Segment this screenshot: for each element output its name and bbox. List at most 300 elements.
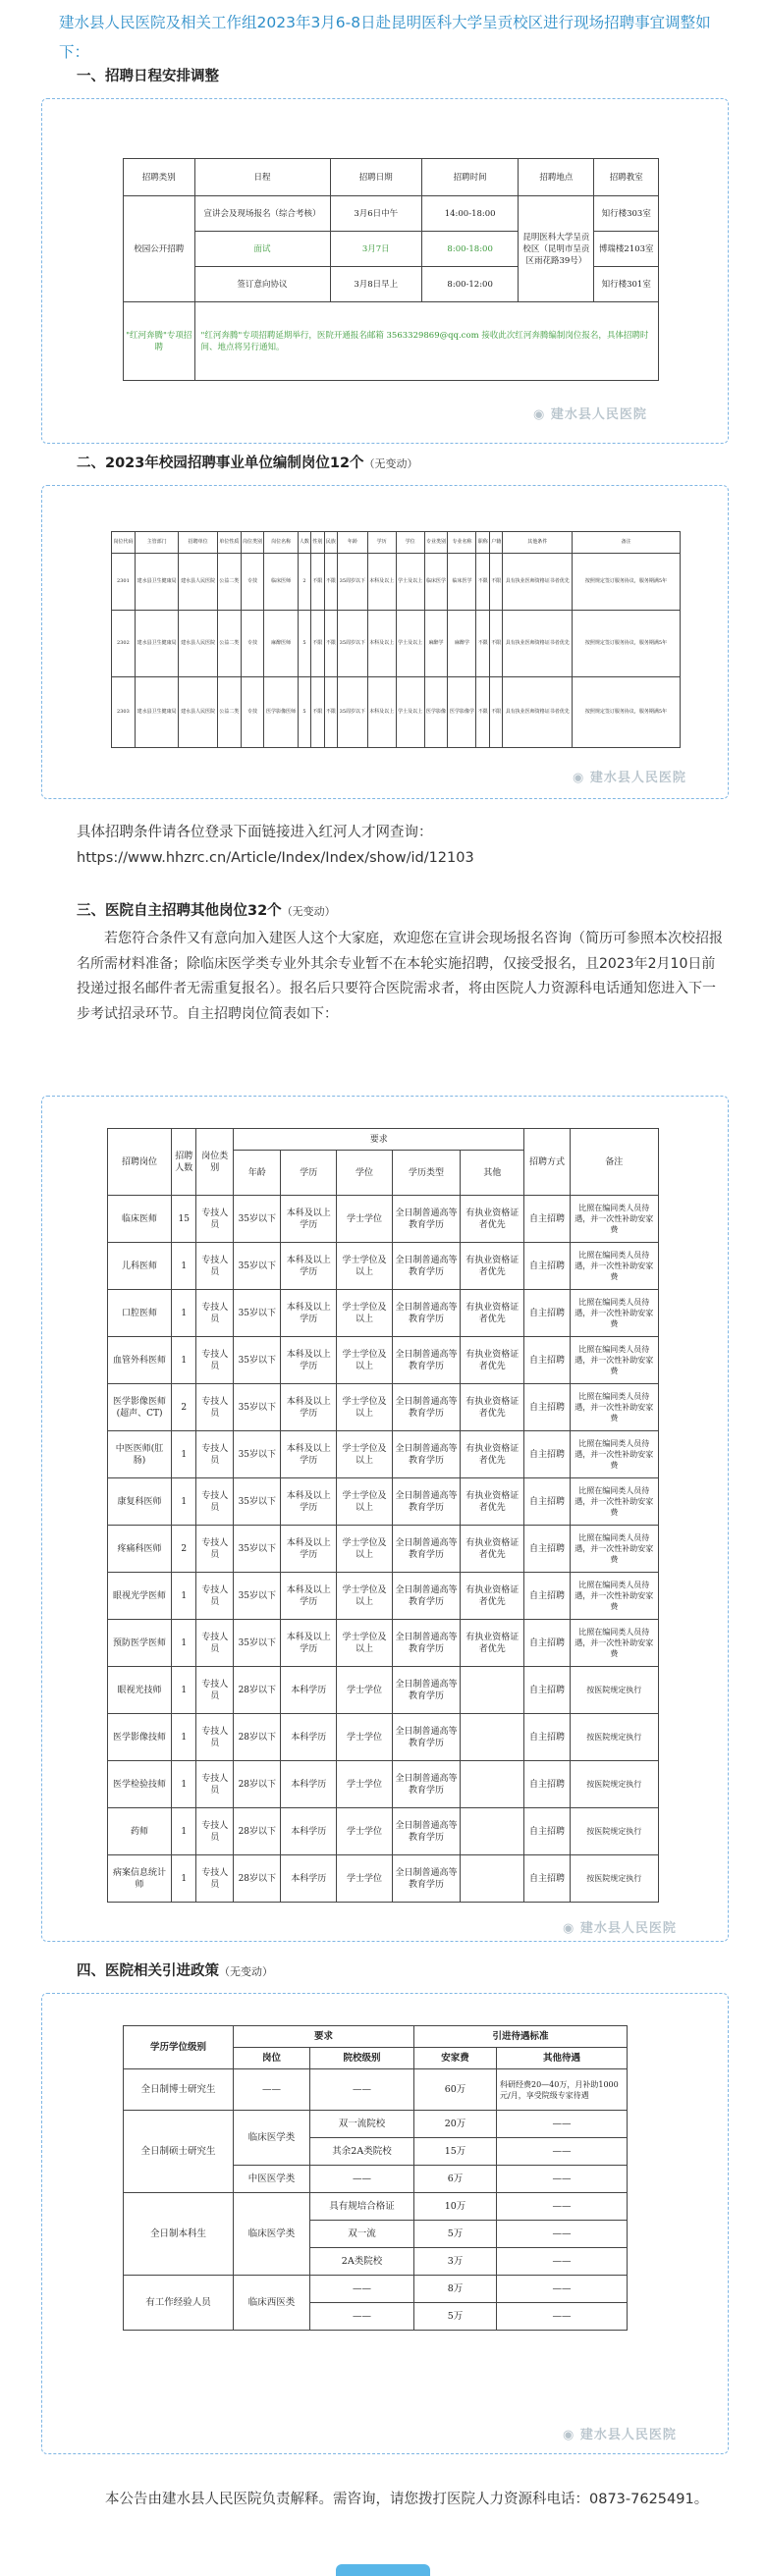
selfhire-cell: 全日制普通高等教育学历 xyxy=(392,1478,460,1526)
policy-other: —— xyxy=(497,2221,628,2248)
selfhire-cell: 自主招聘 xyxy=(524,1855,570,1903)
selfhire-cell: 学士学位及以上 xyxy=(337,1243,393,1290)
policy-school: 其余2A类院校 xyxy=(310,2138,414,2166)
selfhire-header: 岗位类别 xyxy=(196,1129,234,1196)
establish-header: 年龄 xyxy=(338,532,367,554)
selfhire-cell: 疼痛科医师 xyxy=(108,1526,172,1573)
selfhire-cell: 专技人员 xyxy=(196,1196,234,1243)
watermark: ◉ 建水县人民医院 xyxy=(563,1921,677,1936)
selfhire-cell: 比照在编同类人员待遇，并一次性补助安家费 xyxy=(570,1384,658,1431)
establish-cell: 专技 xyxy=(241,554,264,611)
selfhire-cell xyxy=(461,1855,524,1903)
selfhire-cell: 全日制普通高等教育学历 xyxy=(392,1761,460,1808)
intro-paragraph: 建水县人民医院及相关工作组2023年3月6-8日赴昆明医科大学呈贡校区进行现场招聘事宜调整如下： xyxy=(59,14,711,61)
selfhire-cell: 学士学位及以上 xyxy=(337,1620,393,1667)
selfhire-cell: 1 xyxy=(172,1337,196,1384)
selfhire-cell: 本科学历 xyxy=(281,1667,337,1714)
policy-level: 全日制博士研究生 xyxy=(124,2069,234,2111)
policy-header: 院校级别 xyxy=(310,2048,414,2069)
selfhire-cell: 专技人员 xyxy=(196,1573,234,1620)
selfhire-header: 其他 xyxy=(461,1151,524,1196)
selfhire-row xyxy=(108,1337,659,1384)
selfhire-cell: 全日制普通高等教育学历 xyxy=(392,1384,460,1431)
selfhire-cell: 自主招聘 xyxy=(524,1714,570,1761)
selfhire-row xyxy=(108,1667,659,1714)
selfhire-cell: 学士学位及以上 xyxy=(337,1384,393,1431)
establish-cell: 临床医学 xyxy=(448,554,476,611)
establish-cell: 麻醉学 xyxy=(448,611,476,677)
policy-fee: 15万 xyxy=(414,2138,497,2166)
schedule-room: 知行楼301室 xyxy=(594,267,659,302)
establish-cell: 不限 xyxy=(489,677,502,748)
selfhire-row xyxy=(108,1526,659,1573)
establish-cell: 本科及以上 xyxy=(367,554,396,611)
selfhire-cell: 学士学位及以上 xyxy=(337,1290,393,1337)
selfhire-cell: 专技人员 xyxy=(196,1337,234,1384)
establish-cell: 不限 xyxy=(311,611,324,677)
recruitment-link[interactable]: https://www.hhzrc.cn/Article/Index/Index/show/id/12103 xyxy=(77,850,474,866)
establish-cell: 按照规定签订服务协议，服务期满5年 xyxy=(573,554,681,611)
selfhire-cell: 有执业资格证者优先 xyxy=(461,1573,524,1620)
selfhire-cell: 学士学位及以上 xyxy=(337,1431,393,1478)
selfhire-cell: 比照在编同类人员待遇，并一次性补助安家费 xyxy=(570,1620,658,1667)
selfhire-cell xyxy=(461,1761,524,1808)
schedule-date: 3月7日 xyxy=(330,232,422,267)
selfhire-cell: 儿科医师 xyxy=(108,1243,172,1290)
policy-header: 安家费 xyxy=(414,2048,497,2069)
schedule-header: 日程 xyxy=(194,159,330,196)
policy-school: —— xyxy=(310,2276,414,2303)
policy-fee: 8万 xyxy=(414,2276,497,2303)
selfhire-cell: 按医院规定执行 xyxy=(570,1714,658,1761)
selfhire-cell: 自主招聘 xyxy=(524,1337,570,1384)
selfhire-cell: 全日制普通高等教育学历 xyxy=(392,1290,460,1337)
selfhire-cell: 1 xyxy=(172,1714,196,1761)
establish-header: 性别 xyxy=(311,532,324,554)
policy-post: 中医医学类 xyxy=(234,2166,310,2193)
selfhire-cell: 有执业资格证者优先 xyxy=(461,1478,524,1526)
selfhire-cell: 自主招聘 xyxy=(524,1243,570,1290)
selfhire-cell: 口腔医师 xyxy=(108,1290,172,1337)
selfhire-cell: 专技人员 xyxy=(196,1384,234,1431)
selfhire-header: 备注 xyxy=(570,1129,658,1196)
policy-other: —— xyxy=(497,2303,628,2331)
selfhire-cell: 全日制普通高等教育学历 xyxy=(392,1620,460,1667)
policy-other: —— xyxy=(497,2193,628,2221)
establish-header: 户籍 xyxy=(489,532,502,554)
selfhire-header: 年龄 xyxy=(234,1151,281,1196)
section-3-paragraph: 若您符合条件又有意向加入建医人这个大家庭，欢迎您在宣讲会现场报名咨询（简历可参照本次校招报名所需材料准备；除临床医学类专业外其余专业暂不在本轮实施招聘，仅接受报名，且2023年2月10日前投递过报名邮件者无需重复报名）。报名后只要符合医院需求者，将由医院人力资源科电话通知您进入下一步考试招录环节。自主招聘岗位简表如下： xyxy=(77,931,723,1022)
selfhire-group-header: 要求 xyxy=(234,1129,524,1151)
selfhire-row xyxy=(108,1808,659,1855)
policy-other: —— xyxy=(497,2111,628,2138)
selfhire-header: 招聘岗位 xyxy=(108,1129,172,1196)
selfhire-cell: 35岁以下 xyxy=(234,1478,281,1526)
establish-cell: 建水县人民医院 xyxy=(179,611,217,677)
selfhire-cell: 本科学历 xyxy=(281,1855,337,1903)
selfhire-cell: 全日制普通高等教育学历 xyxy=(392,1431,460,1478)
selfhire-cell: 有执业资格证者优先 xyxy=(461,1384,524,1431)
watermark: ◉ 建水县人民医院 xyxy=(533,407,647,422)
selfhire-cell: 全日制普通高等教育学历 xyxy=(392,1808,460,1855)
selfhire-cell: 本科及以上学历 xyxy=(281,1243,337,1290)
establish-cell: 不限 xyxy=(311,554,324,611)
selfhire-cell: 学士学位 xyxy=(337,1667,393,1714)
selfhire-cell: 2 xyxy=(172,1384,196,1431)
establish-frame xyxy=(41,485,729,799)
schedule-header-row xyxy=(124,159,659,196)
establish-cell: 专技 xyxy=(241,611,264,677)
policy-other: 科研经费20—40万，月补助1000元/月，享受院级专家待遇 xyxy=(497,2069,628,2111)
policy-row xyxy=(124,2276,628,2303)
schedule-date: 3月8日早上 xyxy=(330,267,422,302)
policy-header: 引进待遇标准 xyxy=(414,2026,628,2048)
selfhire-cell: 比照在编同类人员待遇，并一次性补助安家费 xyxy=(570,1478,658,1526)
selfhire-cell: 医学检验技师 xyxy=(108,1761,172,1808)
schedule-frame xyxy=(41,98,729,444)
selfhire-cell: 1 xyxy=(172,1667,196,1714)
selfhire-row xyxy=(108,1290,659,1337)
selfhire-cell: 本科及以上学历 xyxy=(281,1431,337,1478)
policy-level: 全日制本科生 xyxy=(124,2193,234,2276)
selfhire-cell: 比照在编同类人员待遇，并一次性补助安家费 xyxy=(570,1526,658,1573)
selfhire-cell: 全日制普通高等教育学历 xyxy=(392,1337,460,1384)
selfhire-cell: 专技人员 xyxy=(196,1761,234,1808)
establish-header: 人数 xyxy=(298,532,310,554)
selfhire-cell: 有执业资格证者优先 xyxy=(461,1196,524,1243)
selfhire-cell xyxy=(461,1808,524,1855)
establish-header: 专业名称 xyxy=(448,532,476,554)
selfhire-cell: 医学影像医师(超声、CT) xyxy=(108,1384,172,1431)
selfhire-cell: 按医院规定执行 xyxy=(570,1855,658,1903)
selfhire-row xyxy=(108,1478,659,1526)
selfhire-cell: 临床医师 xyxy=(108,1196,172,1243)
policy-table xyxy=(123,2025,628,2331)
schedule-header: 招聘地点 xyxy=(519,159,594,196)
establish-cell: 不限 xyxy=(311,677,324,748)
policy-other: —— xyxy=(497,2276,628,2303)
selfhire-cell: 比照在编同类人员待遇，并一次性补助安家费 xyxy=(570,1337,658,1384)
establish-header: 学位 xyxy=(396,532,424,554)
selfhire-cell: 1 xyxy=(172,1573,196,1620)
establish-header: 岗位代码 xyxy=(112,532,136,554)
selfhire-row xyxy=(108,1196,659,1243)
establish-cell: 5 xyxy=(298,677,310,748)
selfhire-cell: 专技人员 xyxy=(196,1714,234,1761)
logo-icon: ◉ xyxy=(563,1921,580,1936)
policy-level: 全日制硕士研究生 xyxy=(124,2111,234,2193)
selfhire-cell: 本科及以上学历 xyxy=(281,1196,337,1243)
selfhire-cell: 专技人员 xyxy=(196,1620,234,1667)
policy-row xyxy=(124,2193,628,2221)
schedule-time: 8:00-18:00 xyxy=(422,232,519,267)
establish-cell: 临床医师 xyxy=(264,554,298,611)
policy-post: 临床医学类 xyxy=(234,2111,310,2166)
policy-fee: 6万 xyxy=(414,2166,497,2193)
establish-row xyxy=(112,554,681,611)
selfhire-cell: 35岁以下 xyxy=(234,1384,281,1431)
policy-post: —— xyxy=(234,2069,310,2111)
establish-header: 岗位名称 xyxy=(264,532,298,554)
policy-fee: 10万 xyxy=(414,2193,497,2221)
schedule-category: 校园公开招聘 xyxy=(124,196,195,302)
establish-cell: 公益二类 xyxy=(217,554,241,611)
policy-post: 临床医学类 xyxy=(234,2193,310,2276)
selfhire-cell: 自主招聘 xyxy=(524,1667,570,1714)
schedule-header: 招聘类别 xyxy=(124,159,195,196)
selfhire-cell: 1 xyxy=(172,1243,196,1290)
selfhire-cell: 本科学历 xyxy=(281,1808,337,1855)
selfhire-cell: 本科及以上学历 xyxy=(281,1290,337,1337)
establish-header: 学历 xyxy=(367,532,396,554)
selfhire-cell xyxy=(461,1667,524,1714)
policy-other: —— xyxy=(497,2138,628,2166)
selfhire-cell: 比照在编同类人员待遇，并一次性补助安家费 xyxy=(570,1573,658,1620)
establish-header: 专业类别 xyxy=(424,532,448,554)
establish-cell: 35周岁以下 xyxy=(338,554,367,611)
policy-header: 要求 xyxy=(234,2026,414,2048)
establish-cell: 2303 xyxy=(112,677,136,748)
selfhire-cell: 自主招聘 xyxy=(524,1526,570,1573)
selfhire-cell: 学士学位及以上 xyxy=(337,1337,393,1384)
selfhire-cell: 有执业资格证者优先 xyxy=(461,1431,524,1478)
section-3-title: 三、医院自主招聘其他岗位32个（无变动） xyxy=(77,903,336,919)
selfhire-cell: 专技人员 xyxy=(196,1431,234,1478)
selfhire-cell: 专技人员 xyxy=(196,1290,234,1337)
selfhire-cell: 本科及以上学历 xyxy=(281,1620,337,1667)
establish-cell: 学士及以上 xyxy=(396,611,424,677)
logo-icon: ◉ xyxy=(563,2428,580,2442)
establish-cell: 具有执业医师资格证书者优先 xyxy=(503,677,573,748)
establish-cell: 不限 xyxy=(324,611,337,677)
selfhire-cell: 35岁以下 xyxy=(234,1573,281,1620)
establish-cell: 建水县卫生健康局 xyxy=(135,611,179,677)
schedule-time: 8:00-12:00 xyxy=(422,267,519,302)
section-4-title: 四、医院相关引进政策（无变动） xyxy=(77,1963,273,1979)
establish-cell: 5 xyxy=(298,611,310,677)
logo-icon: ◉ xyxy=(533,407,551,422)
selfhire-cell: 有执业资格证者优先 xyxy=(461,1243,524,1290)
schedule-item: 宣讲会及现场报名（综合考核） xyxy=(194,196,330,232)
selfhire-cell: 比照在编同类人员待遇，并一次性补助安家费 xyxy=(570,1431,658,1478)
establish-cell: 按照规定签订服务协议，服务期满5年 xyxy=(573,611,681,677)
establish-header-row xyxy=(112,532,681,554)
selfhire-cell: 按医院规定执行 xyxy=(570,1808,658,1855)
policy-school: —— xyxy=(310,2166,414,2193)
selfhire-cell: 学士学位及以上 xyxy=(337,1573,393,1620)
selfhire-cell: 1 xyxy=(172,1290,196,1337)
schedule-room: 知行楼303室 xyxy=(594,196,659,232)
watermark: ◉ 建水县人民医院 xyxy=(573,771,686,785)
selfhire-cell: 专技人员 xyxy=(196,1808,234,1855)
establish-header: 其他条件 xyxy=(503,532,573,554)
establish-cell: 2 xyxy=(298,554,310,611)
schedule-date: 3月6日中午 xyxy=(330,196,422,232)
selfhire-header: 招聘人数 xyxy=(172,1129,196,1196)
establish-row xyxy=(112,677,681,748)
selfhire-cell: 专技人员 xyxy=(196,1855,234,1903)
policy-school: 双一流 xyxy=(310,2221,414,2248)
selfhire-cell: 预防医学医师 xyxy=(108,1620,172,1667)
selfhire-cell: 学士学位 xyxy=(337,1808,393,1855)
policy-school: 具有规培合格证 xyxy=(310,2193,414,2221)
selfhire-cell: 本科学历 xyxy=(281,1714,337,1761)
selfhire-header-row xyxy=(108,1129,659,1151)
policy-other: —— xyxy=(497,2166,628,2193)
selfhire-row xyxy=(108,1384,659,1431)
link-label: 具体招聘条件请各位登录下面链接进入红河人才网查询： xyxy=(77,825,433,840)
selfhire-header: 招聘方式 xyxy=(524,1129,570,1196)
selfhire-cell: 35岁以下 xyxy=(234,1620,281,1667)
establish-cell: 公益二类 xyxy=(217,611,241,677)
policy-school: —— xyxy=(310,2303,414,2331)
establish-cell: 公益二类 xyxy=(217,677,241,748)
selfhire-cell: 按医院规定执行 xyxy=(570,1667,658,1714)
selfhire-cell: 本科及以上学历 xyxy=(281,1337,337,1384)
selfhire-cell: 有执业资格证者优先 xyxy=(461,1337,524,1384)
selfhire-cell: 自主招聘 xyxy=(524,1620,570,1667)
selfhire-frame xyxy=(41,1096,729,1942)
establish-header: 备注 xyxy=(573,532,681,554)
selfhire-header: 学位 xyxy=(337,1151,393,1196)
selfhire-cell: 本科及以上学历 xyxy=(281,1478,337,1526)
establish-cell: 不限 xyxy=(476,611,489,677)
watermark: ◉ 建水县人民医院 xyxy=(563,2428,677,2442)
schedule-header: 招聘教室 xyxy=(594,159,659,196)
selfhire-cell: 1 xyxy=(172,1855,196,1903)
establish-table xyxy=(111,531,681,748)
selfhire-cell: 1 xyxy=(172,1478,196,1526)
selfhire-cell: 血管外科医师 xyxy=(108,1337,172,1384)
policy-fee: 3万 xyxy=(414,2248,497,2276)
selfhire-cell: 有执业资格证者优先 xyxy=(461,1290,524,1337)
establish-cell: 建水县人民医院 xyxy=(179,677,217,748)
schedule-special-row xyxy=(124,302,659,381)
selfhire-cell: 35岁以下 xyxy=(234,1196,281,1243)
establish-cell: 按照规定签订服务协议，服务期满5年 xyxy=(573,677,681,748)
policy-fee: 5万 xyxy=(414,2221,497,2248)
selfhire-cell: 眼视光学医师 xyxy=(108,1573,172,1620)
selfhire-row xyxy=(108,1855,659,1903)
selfhire-cell: 全日制普通高等教育学历 xyxy=(392,1667,460,1714)
establish-header: 民族 xyxy=(324,532,337,554)
selfhire-cell: 本科及以上学历 xyxy=(281,1526,337,1573)
selfhire-cell: 专技人员 xyxy=(196,1667,234,1714)
selfhire-table xyxy=(107,1128,659,1903)
policy-other: —— xyxy=(497,2248,628,2276)
selfhire-cell: 35岁以下 xyxy=(234,1290,281,1337)
selfhire-cell: 28岁以下 xyxy=(234,1855,281,1903)
selfhire-cell: 自主招聘 xyxy=(524,1573,570,1620)
selfhire-cell: 全日制普通高等教育学历 xyxy=(392,1714,460,1761)
establish-cell: 医学影像学 xyxy=(448,677,476,748)
selfhire-row xyxy=(108,1243,659,1290)
establish-cell: 建水县人民医院 xyxy=(179,554,217,611)
section-2-title: 二、2023年校园招聘事业单位编制岗位12个（无变动） xyxy=(77,456,418,471)
selfhire-cell: 病案信息统计师 xyxy=(108,1855,172,1903)
establish-cell: 不限 xyxy=(489,611,502,677)
selfhire-cell: 自主招聘 xyxy=(524,1196,570,1243)
establish-cell: 专技 xyxy=(241,677,264,748)
selfhire-row xyxy=(108,1714,659,1761)
policy-header: 岗位 xyxy=(234,2048,310,2069)
policy-post: 临床西医类 xyxy=(234,2276,310,2331)
policy-header: 学历学位级别 xyxy=(124,2026,234,2069)
establish-cell: 学士及以上 xyxy=(396,554,424,611)
policy-header: 其他待遇 xyxy=(497,2048,628,2069)
selfhire-cell: 1 xyxy=(172,1808,196,1855)
schedule-table xyxy=(123,158,659,381)
schedule-special-text: "红河奔腾"专项招聘延期举行，医院开通报名邮箱 3563329869@qq.com 接收此次红河奔腾编制岗位报名，具体招聘时间、地点将另行通知。 xyxy=(194,302,659,381)
selfhire-header: 学历 xyxy=(281,1151,337,1196)
establish-header: 职称 xyxy=(476,532,489,554)
selfhire-cell xyxy=(461,1714,524,1761)
selfhire-cell: 本科学历 xyxy=(281,1761,337,1808)
selfhire-cell: 学士学位及以上 xyxy=(337,1526,393,1573)
selfhire-row xyxy=(108,1431,659,1478)
establish-cell: 医学影像 xyxy=(424,677,448,748)
selfhire-cell: 2 xyxy=(172,1526,196,1573)
selfhire-cell: 专技人员 xyxy=(196,1478,234,1526)
selfhire-cell: 1 xyxy=(172,1761,196,1808)
selfhire-cell: 药师 xyxy=(108,1808,172,1855)
selfhire-cell: 28岁以下 xyxy=(234,1714,281,1761)
establish-cell: 2302 xyxy=(112,611,136,677)
policy-school: 双一流院校 xyxy=(310,2111,414,2138)
selfhire-cell: 全日制普通高等教育学历 xyxy=(392,1243,460,1290)
establish-cell: 麻醉学 xyxy=(424,611,448,677)
selfhire-cell: 比照在编同类人员待遇，并一次性补助安家费 xyxy=(570,1196,658,1243)
policy-row xyxy=(124,2111,628,2138)
section-1-title: 一、招聘日程安排调整 xyxy=(77,69,219,84)
selfhire-cell: 35岁以下 xyxy=(234,1526,281,1573)
establish-header: 招聘单位 xyxy=(179,532,217,554)
selfhire-cell: 全日制普通高等教育学历 xyxy=(392,1526,460,1573)
policy-frame xyxy=(41,1993,729,2454)
policy-school: —— xyxy=(310,2069,414,2111)
establish-cell: 不限 xyxy=(489,554,502,611)
selfhire-row xyxy=(108,1573,659,1620)
policy-fee: 20万 xyxy=(414,2111,497,2138)
establish-cell: 不限 xyxy=(476,677,489,748)
selfhire-cell: 全日制普通高等教育学历 xyxy=(392,1196,460,1243)
selfhire-cell: 眼视光技师 xyxy=(108,1667,172,1714)
selfhire-cell: 学士学位 xyxy=(337,1196,393,1243)
policy-fee: 60万 xyxy=(414,2069,497,2111)
selfhire-cell: 35岁以下 xyxy=(234,1337,281,1384)
selfhire-cell: 学士学位 xyxy=(337,1714,393,1761)
selfhire-cell: 28岁以下 xyxy=(234,1761,281,1808)
selfhire-cell: 比照在编同类人员待遇，并一次性补助安家费 xyxy=(570,1290,658,1337)
establish-cell: 临床医学 xyxy=(424,554,448,611)
selfhire-cell: 35岁以下 xyxy=(234,1243,281,1290)
schedule-header: 招聘日期 xyxy=(330,159,422,196)
selfhire-cell: 28岁以下 xyxy=(234,1808,281,1855)
policy-level: 有工作经验人员 xyxy=(124,2276,234,2331)
schedule-place: 昆明医科大学呈贡校区（昆明市呈贡区雨花路39号） xyxy=(519,196,594,302)
selfhire-cell: 学士学位 xyxy=(337,1855,393,1903)
scroll-handle[interactable] xyxy=(336,2564,430,2576)
schedule-header: 招聘时间 xyxy=(422,159,519,196)
selfhire-cell: 自主招聘 xyxy=(524,1478,570,1526)
selfhire-cell: 中医医师(肛肠) xyxy=(108,1431,172,1478)
selfhire-cell: 比照在编同类人员待遇，并一次性补助安家费 xyxy=(570,1243,658,1290)
logo-icon: ◉ xyxy=(573,771,590,785)
selfhire-cell: 本科及以上学历 xyxy=(281,1384,337,1431)
selfhire-cell: 自主招聘 xyxy=(524,1808,570,1855)
establish-cell: 建水县卫生健康局 xyxy=(135,554,179,611)
selfhire-cell: 专技人员 xyxy=(196,1243,234,1290)
